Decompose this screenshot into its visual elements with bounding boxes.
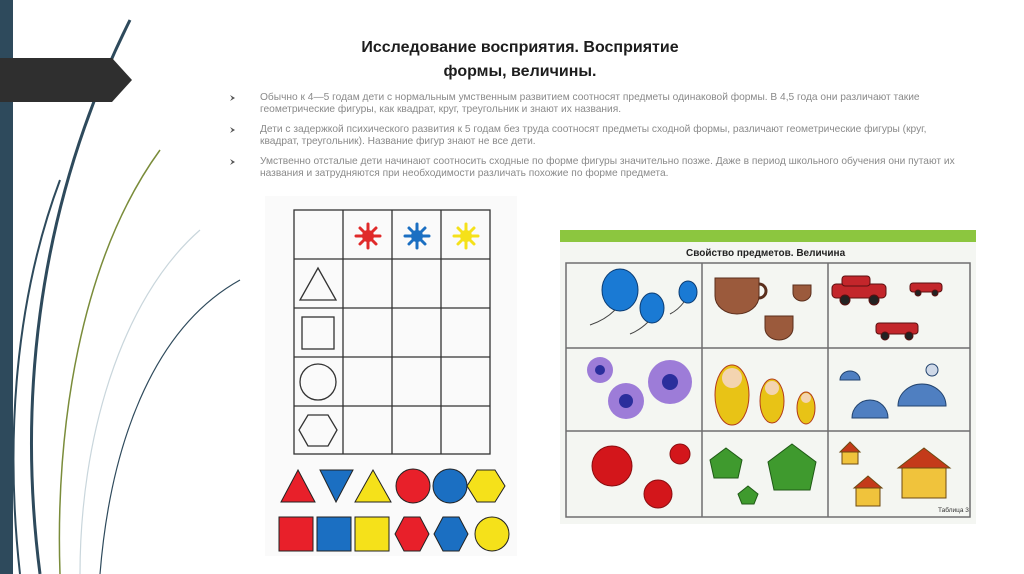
shape-grid-figure bbox=[265, 196, 517, 556]
arrow-tab-icon bbox=[0, 58, 134, 102]
bullet-item bbox=[230, 92, 960, 115]
bullet-arrow-icon bbox=[230, 94, 238, 102]
blue-blot-icon bbox=[405, 224, 429, 248]
bullet-arrow-icon bbox=[230, 126, 238, 134]
bullet-text: Обычно к 4—5 годам дети с нормальным умственным развитием соотносят предметы одинаковой формы. В 4,5 года они различают такие геометрические фигуры, как квадрат, круг, треугольник и знают их названия. bbox=[260, 92, 920, 115]
bullet-item bbox=[230, 156, 960, 179]
yellow-square-icon bbox=[355, 517, 389, 551]
blue-square-icon bbox=[317, 517, 351, 551]
red-blot-icon bbox=[356, 224, 380, 248]
slide-title bbox=[300, 36, 740, 84]
red-circle-icon bbox=[396, 469, 430, 503]
bullet-text: Умственно отсталые дети начинают соотносить сходные по форме фигуры значительно позже. Даже в период школьного обучения они путают их названия и затрудняются при необходимости различать похожие по форме предмета. bbox=[260, 156, 955, 179]
yellow-circle-icon bbox=[475, 517, 509, 551]
blue-circle-icon bbox=[433, 469, 467, 503]
bullet-arrow-icon bbox=[230, 158, 238, 166]
title-line-1: Исследование восприятия. Восприятие bbox=[361, 39, 679, 56]
yellow-blot-icon bbox=[454, 224, 478, 248]
bullet-list bbox=[230, 92, 960, 188]
size-table-figure bbox=[560, 230, 976, 524]
table-header: Свойство предметов. Величина bbox=[686, 248, 846, 259]
title-line-2: формы, величины. bbox=[443, 63, 597, 80]
bullet-item bbox=[230, 124, 960, 147]
bullet-text: Дети с задержкой психического развития к 5 годам без труда соотносят предметы сходной формы, различают геометрические фигуры (круг, квадрат, треугольник). Название фигур знают не все дети. bbox=[260, 124, 927, 147]
table-caption: Таблица 3 bbox=[938, 507, 969, 514]
red-square-icon bbox=[279, 517, 313, 551]
